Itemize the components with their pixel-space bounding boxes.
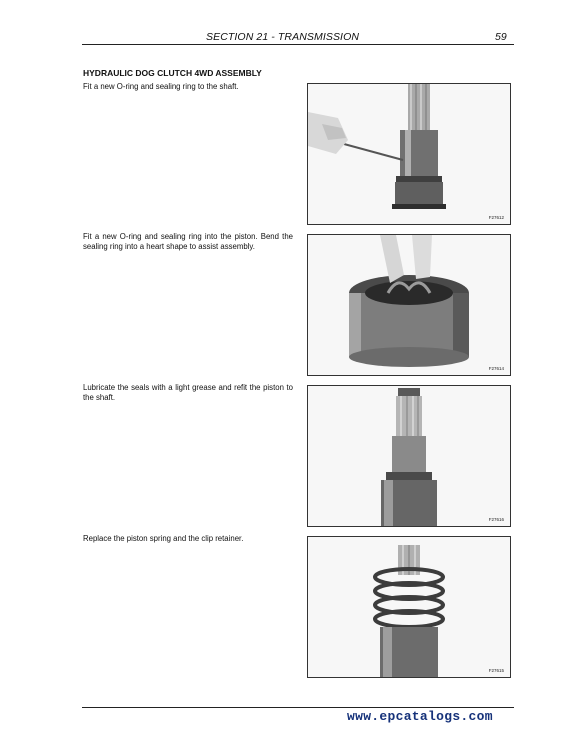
step-3-photo (307, 385, 511, 527)
procedure-heading: HYDRAULIC DOG CLUTCH 4WD ASSEMBLY (83, 68, 262, 78)
step-1-text: Fit a new O-ring and sealing ring to the shaft. (83, 82, 239, 91)
step-2-photo (307, 234, 511, 376)
step-1-photo (307, 83, 511, 225)
step-3-photo-code: F27616 (488, 517, 504, 522)
step-1-photo-code: F27612 (488, 215, 504, 220)
section-title: SECTION 21 - TRANSMISSION (206, 31, 360, 43)
step-4-photo (307, 536, 511, 678)
step-4-text: Replace the piston spring and the clip retainer. (83, 534, 244, 543)
header-rule (82, 44, 514, 45)
page-number: 59 (495, 31, 507, 43)
piston-sealing-ring-icon (308, 235, 510, 375)
piston-spring-icon (308, 537, 510, 677)
shaft-with-pick-tool-icon (308, 84, 510, 224)
footer-rule (82, 707, 514, 708)
footer-website-link[interactable]: www.epcatalogs.com (347, 709, 493, 724)
piston-on-shaft-icon (308, 386, 510, 526)
step-3-text: Lubricate the seals with a light grease and refit the piston to the shaft. (83, 383, 293, 402)
step-2-text: Fit a new O-ring and sealing ring into the piston. Bend the sealing ring into a heart shape to assist assembly. (83, 232, 293, 251)
step-4-photo-code: F27615 (488, 668, 504, 673)
step-2-photo-code: F27614 (488, 366, 504, 371)
